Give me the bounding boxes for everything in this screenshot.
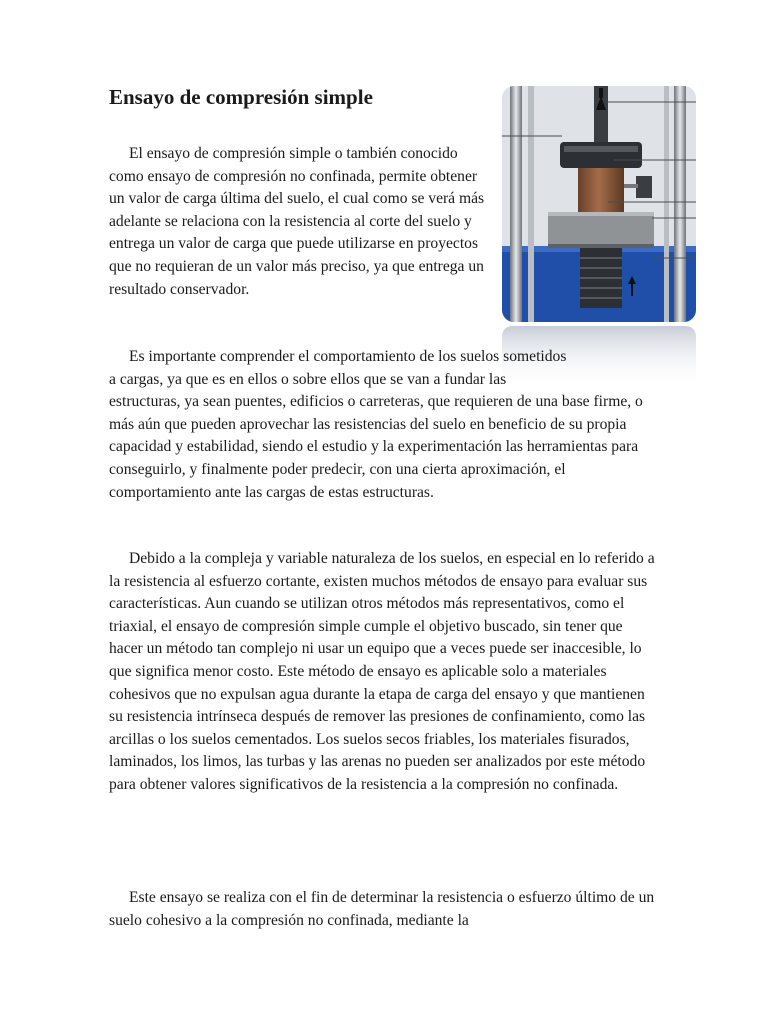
paragraph-1: El ensayo de compresión simple o también conocido como ensayo de compresión no confinada, permite obtener un valor de carga última del suelo, el cual como se verá más adelante se relaciona con la resistencia al corte del suelo y entrega un valor de carga que puede utilizarse en proyectos que no requieran de un valor más preciso, ya que entrega un resultado conservador. (109, 145, 485, 298)
compression-machine-image (502, 86, 696, 388)
paragraph-3: Debido a la compleja y variable naturaleza de los suelos, en especial en lo referido a la resistencia al esfuerzo cortante, existen muchos métodos de ensayo para evaluar sus características. Aun cuando se utilizan otros métodos más representativos, como el triaxial, el ensayo de compresión simple cumple el objetivo buscado, sin tener que hacer un método tan complejo ni usar un equipo que a veces puede ser inaccesible, lo que significa menor costo. Este método de ensayo es aplicable solo a materiales cohesivos que no expulsan agua durante la etapa de carga del ensayo y que mantienen su resistencia intrínseca después de remover las presiones de confinamiento, como las arcillas o los suelos cementados. Los suelos secos friables, los materiales fisurados, laminados, los limos, las turbas y las arenas no pueden ser analizados por este método para obtener valores significativos de la resistencia a la compresión no confinada. (109, 550, 655, 793)
paragraph-2-text: Es importante comprender el comportamiento de los suelos sometidos a cargas, ya que es en ellos o sobre ellos que se van a fundar las estructuras, ya sean puentes, edificios o carreteras, que requieren de una base firme, o más aún que pueden aprovechar las resistencias del suelo en beneficio de su propia capacidad y estabilidad, siendo el estudio y la experimentación las herramientas para conseguirlo, y finalmente poder predecir, con una cierta aproximación, el comportamiento ante las cargas de estas estructuras. (109, 348, 643, 501)
page-title: Ensayo de compresión simple (109, 85, 373, 109)
figure-wrap-spacer (571, 346, 665, 391)
paragraph-4: Este ensayo se realiza con el fin de determinar la resistencia o esfuerzo último de un suelo cohesivo a la compresión no confinada, mediante la (109, 889, 655, 929)
paragraph-2 (109, 346, 665, 504)
compression-test-photo (502, 86, 696, 388)
